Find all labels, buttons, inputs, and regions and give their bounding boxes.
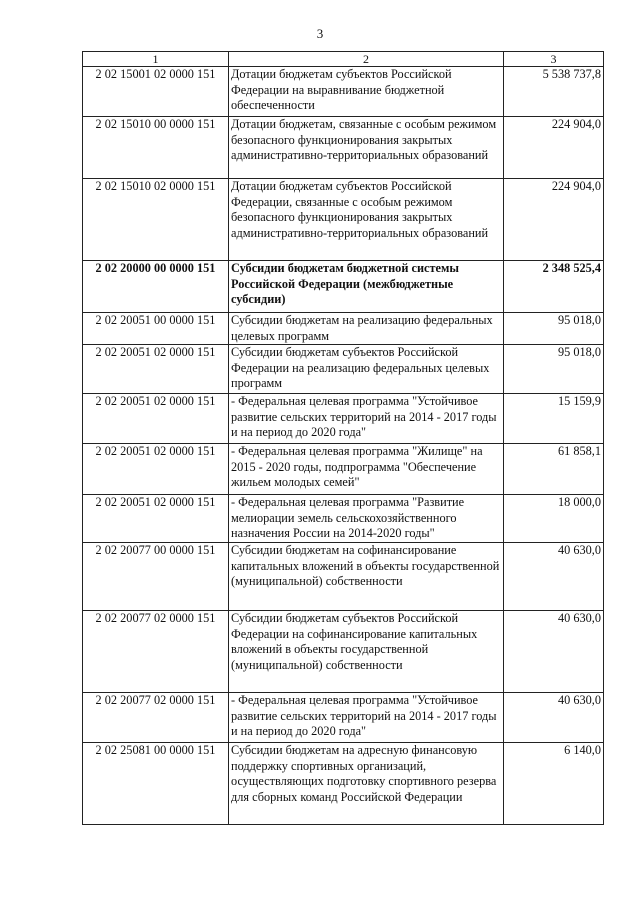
- table-row: [83, 117, 604, 179]
- table-row: [83, 444, 604, 495]
- table-row: [83, 743, 604, 825]
- row-code: 2 02 20000 00 0000 151: [83, 261, 229, 313]
- row-name: Субсидии бюджетам бюджетной системы Российской Федерации (межбюджетные субсидии): [229, 261, 504, 313]
- row-amount: 40 630,0: [504, 693, 604, 743]
- row-code: 2 02 20077 00 0000 151: [83, 543, 229, 611]
- table-row: [83, 693, 604, 743]
- row-name: Субсидии бюджетам субъектов Российской Федерации на софинансирование капитальных вложений в объекты государственной (муниципальной) собственности: [229, 611, 504, 693]
- row-amount: 224 904,0: [504, 179, 604, 261]
- row-code: 2 02 20051 00 0000 151: [83, 313, 229, 345]
- row-amount: 224 904,0: [504, 117, 604, 179]
- row-code: 2 02 20051 02 0000 151: [83, 394, 229, 444]
- row-name: Субсидии бюджетам субъектов Российской Федерации на реализацию федеральных целевых программ: [229, 345, 504, 394]
- row-amount: 61 858,1: [504, 444, 604, 495]
- table-row: [83, 611, 604, 693]
- row-amount: 40 630,0: [504, 543, 604, 611]
- row-name: - Федеральная целевая программа "Устойчивое развитие сельских территорий на 2014 - 2017 годы и на период до 2020 года": [229, 394, 504, 444]
- row-amount: 95 018,0: [504, 345, 604, 394]
- row-name: Дотации бюджетам субъектов Российской Федерации на выравнивание бюджетной обеспеченности: [229, 67, 504, 117]
- row-amount: 5 538 737,8: [504, 67, 604, 117]
- column-header-name: 2: [229, 52, 504, 67]
- row-name: - Федеральная целевая программа "Развитие мелиорации земель сельскохозяйственного назначения России на 2014-2020 годы": [229, 495, 504, 543]
- row-amount: 40 630,0: [504, 611, 604, 693]
- row-name: - Федеральная целевая программа "Устойчивое развитие сельских территорий на 2014 - 2017 годы и на период до 2020 года": [229, 693, 504, 743]
- table-row: [83, 394, 604, 444]
- row-name: Субсидии бюджетам на софинансирование капитальных вложений в объекты государственной (муниципальной) собственности: [229, 543, 504, 611]
- page-number: 3: [316, 26, 324, 41]
- row-code: 2 02 20077 02 0000 151: [83, 693, 229, 743]
- row-name: Субсидии бюджетам на реализацию федеральных целевых программ: [229, 313, 504, 345]
- column-header-amount: 3: [504, 52, 604, 67]
- row-amount: 15 159,9: [504, 394, 604, 444]
- row-code: 2 02 25081 00 0000 151: [83, 743, 229, 825]
- table-header-row: [83, 52, 604, 67]
- row-code: 2 02 20051 02 0000 151: [83, 345, 229, 394]
- column-header-code: 1: [83, 52, 229, 67]
- table-row: [83, 179, 604, 261]
- row-code: 2 02 20051 02 0000 151: [83, 444, 229, 495]
- table-row: [83, 313, 604, 345]
- row-amount: 6 140,0: [504, 743, 604, 825]
- row-code: 2 02 20077 02 0000 151: [83, 611, 229, 693]
- table-row: [83, 495, 604, 543]
- row-code: 2 02 15010 00 0000 151: [83, 117, 229, 179]
- row-amount: 2 348 525,4: [504, 261, 604, 313]
- table-row: [83, 543, 604, 611]
- row-name: Дотации бюджетам субъектов Российской Федерации, связанные с особым режимом безопасного функционирования закрытых административно-территориальных образований: [229, 179, 504, 261]
- row-name: Субсидии бюджетам на адресную финансовую поддержку спортивных организаций, осуществляющих подготовку спортивного резерва для сборных команд Российской Федерации: [229, 743, 504, 825]
- row-code: 2 02 15010 02 0000 151: [83, 179, 229, 261]
- row-name: Дотации бюджетам, связанные с особым режимом безопасного функционирования закрытых административно-территориальных образований: [229, 117, 504, 179]
- table-row: [83, 67, 604, 117]
- budget-revenue-table: [82, 51, 604, 825]
- row-name: - Федеральная целевая программа "Жилище" на 2015 - 2020 годы, подпрограмма "Обеспечение жильем молодых семей": [229, 444, 504, 495]
- row-code: 2 02 15001 02 0000 151: [83, 67, 229, 117]
- table-row: [83, 345, 604, 394]
- row-amount: 95 018,0: [504, 313, 604, 345]
- row-code: 2 02 20051 02 0000 151: [83, 495, 229, 543]
- row-amount: 18 000,0: [504, 495, 604, 543]
- table-row-section-total: [83, 261, 604, 313]
